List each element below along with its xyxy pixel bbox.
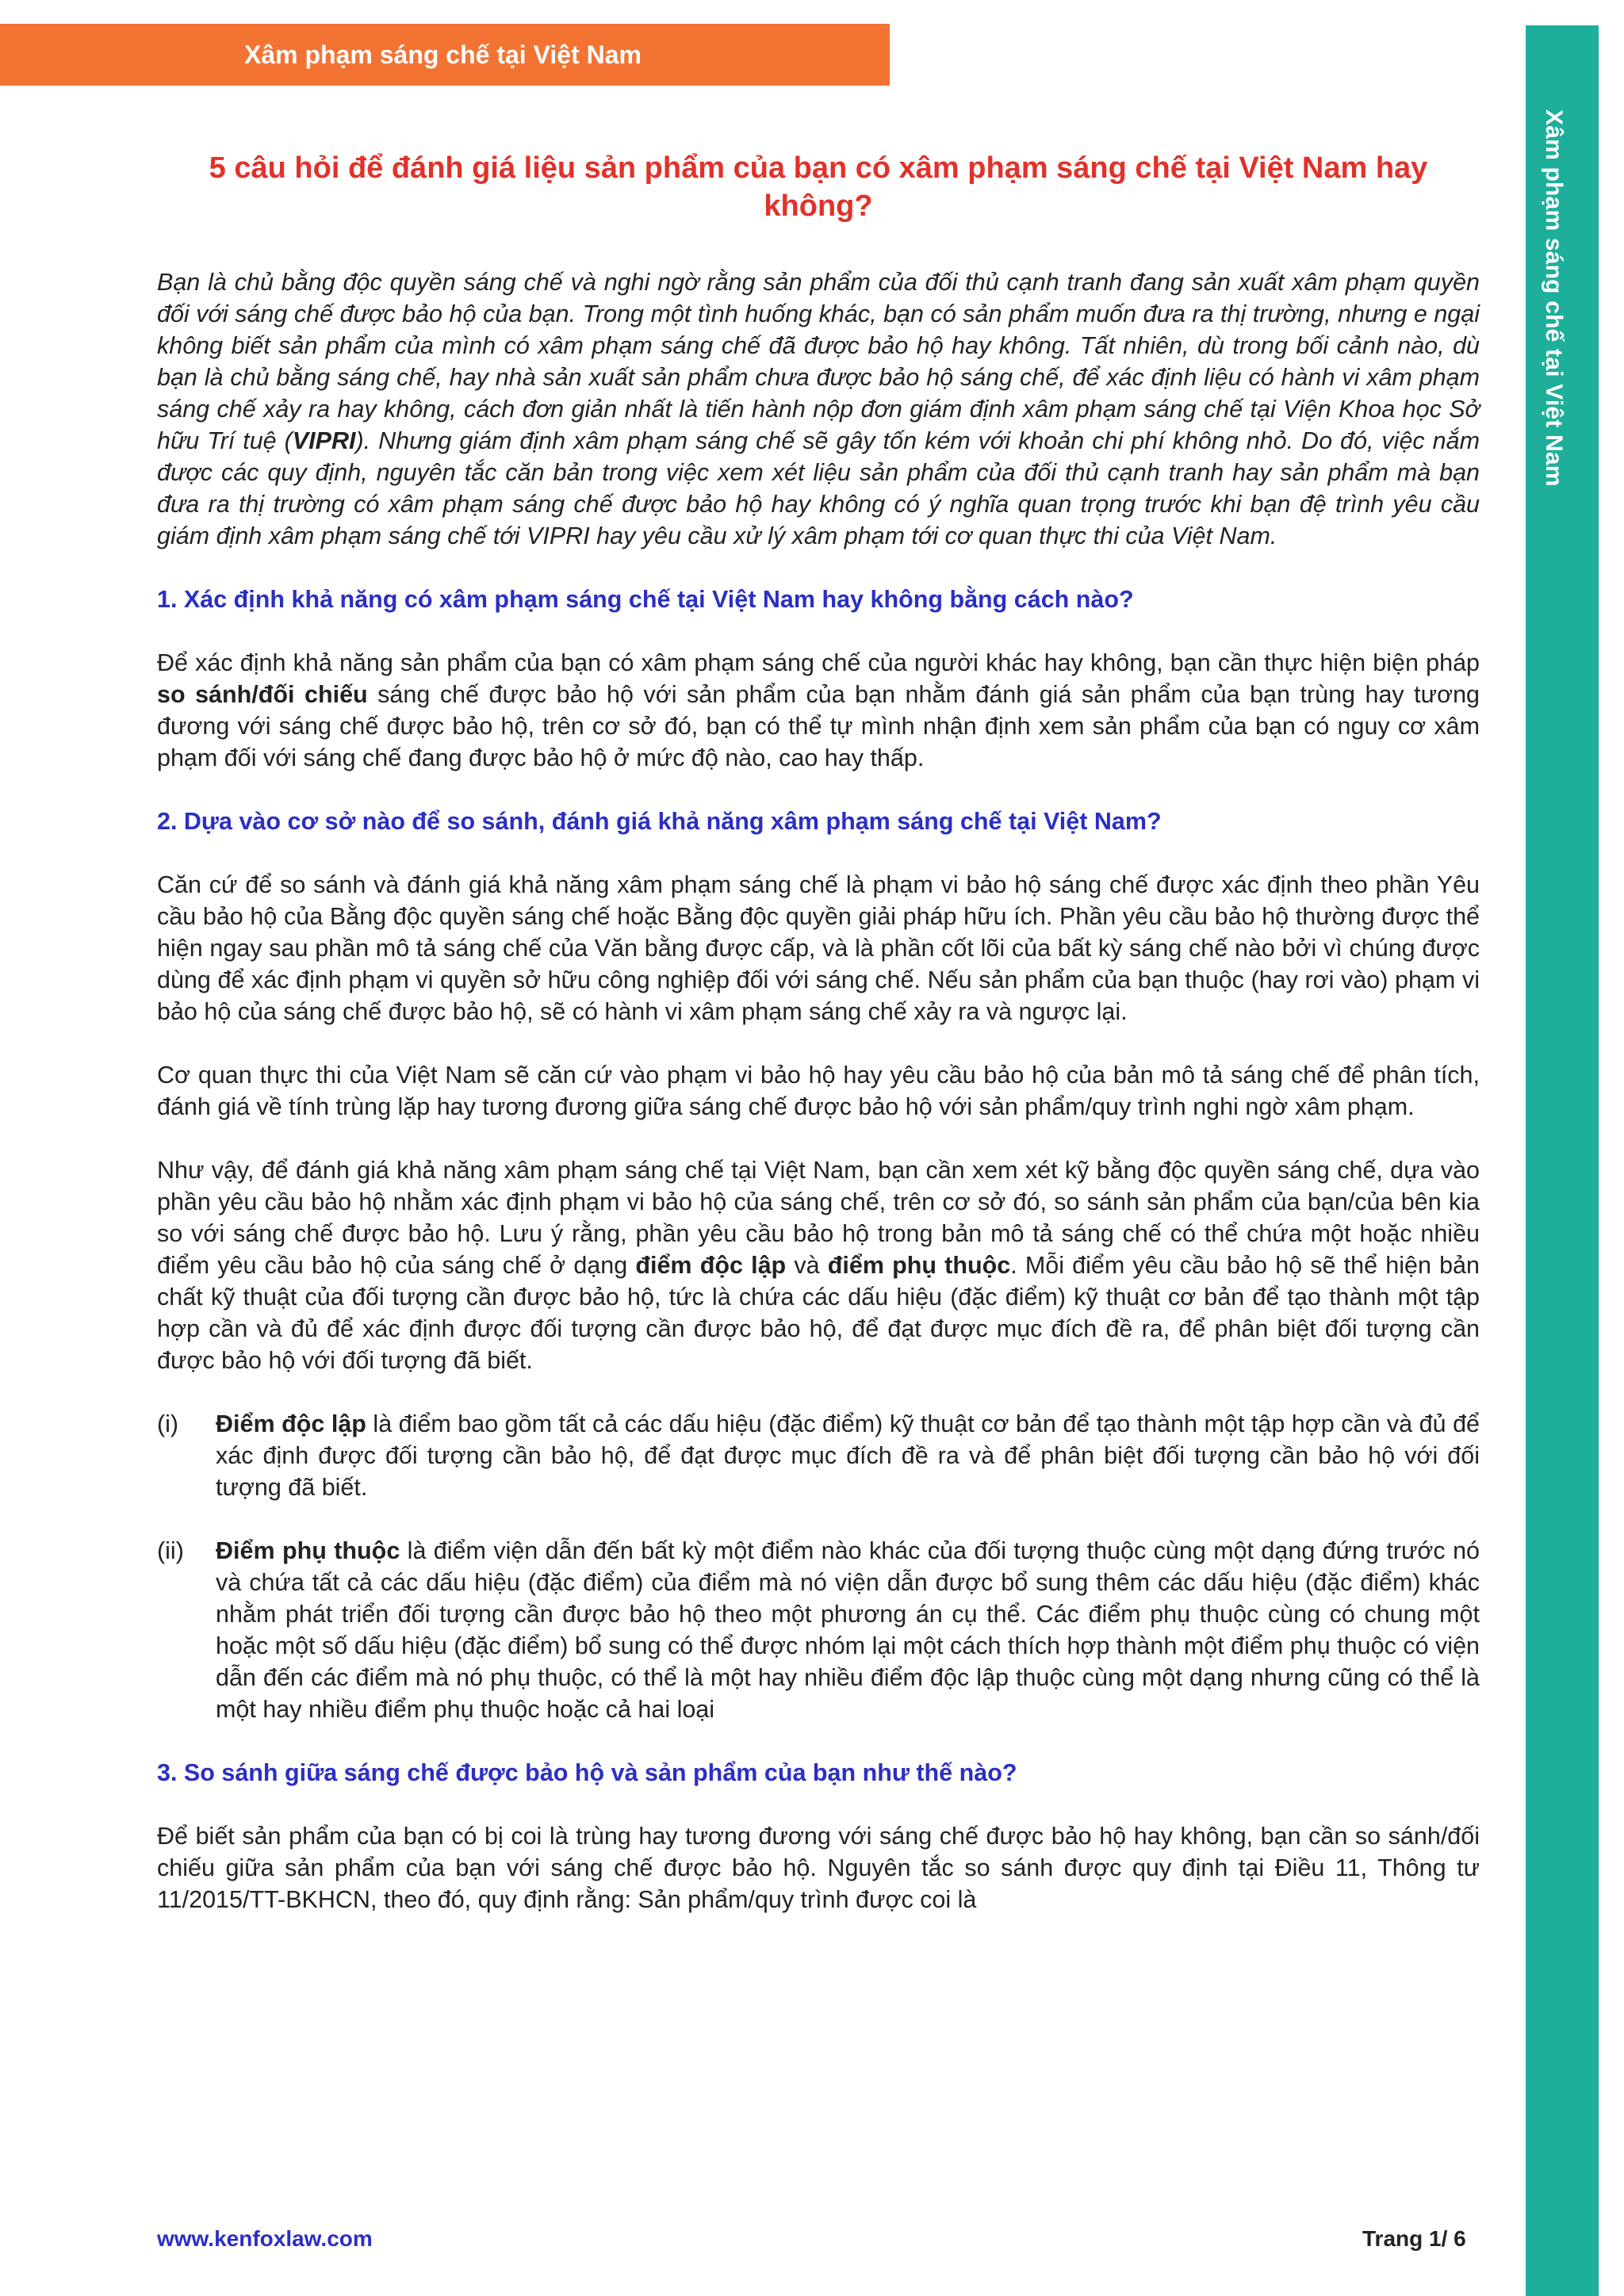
section-2-p3-mid: và [786,1252,828,1279]
section-2-p3-bold-2: điểm phụ thuộc [827,1252,1011,1279]
list-item-text: là điểm viện dẫn đến bất kỳ một điểm nào khác của đối tượng thuộc cùng một dạng đứng trước nó và chứa tất cả các dấu hiệu (đặc điểm) của điểm mà nó viện dẫn được bổ sung thêm các dấu hiệu (đặc điểm) khác nhằm phát triển đối tượng cần được bảo hộ theo một phương án cụ thể. Các điểm phụ thuộc cùng có chung một hoặc một số dấu hiệu (đặc điểm) bổ sung có thể được nhóm lại một cách thích hợp thành một điểm phụ thuộc có viện dẫn đến các điểm mà nó phụ thuộc, có thể là một hay nhiều điểm độc lập thuộc cùng một dạng nhưng cũng có thể là một hay nhiều điểm phụ thuộc hoặc cả hai loại [216,1537,1480,1723]
document-body [157,149,1480,1947]
sidebar-vertical-title: Xâm phạm sáng chế tại Việt Nam [1541,109,1567,487]
list-item [157,1408,1480,1503]
section-3-paragraph: Để biết sản phẩm của bạn có bị coi là trùng hay tương đương với sáng chế được bảo hộ hay không, bạn cần so sánh/đối chiếu giữa sản phẩm của bạn với sáng chế được bảo hộ. Nguyên tắc so sánh được quy định tại Điều 11, Thông tư 11/2015/TT-BKHCN, theo đó, quy định rằng: Sản phẩm/quy trình được coi là [157,1823,1480,1913]
header-bar [0,24,890,86]
list-marker: (ii) [157,1537,184,1564]
intro-vipri: VIPRI [292,427,356,454]
section-2-paragraph-3 [157,1154,1480,1376]
section-1-paragraph [157,647,1480,774]
section-1-text-2: sáng chế được bảo hộ với sản phẩm của bạn nhằm đánh giá sản phẩm của bạn trùng hay tương đương với sáng chế được bảo hộ, trên cơ sở đó, bạn có thể tự mình nhận định xem sản phẩm của bạn có nguy cơ xâm phạm đối với sáng chế đang được bảo hộ ở mức độ nào, cao hay thấp. [157,681,1480,771]
section-2-p3-text-1: Như vậy, để đánh giá khả năng xâm phạm sáng chế tại Việt Nam, bạn cần xem xét kỹ bằng độc quyền sáng chế, dựa vào phần yêu cầu bảo hộ nhằm xác định phạm vi bảo hộ của sáng chế, trên cơ sở đó, so sánh sản phẩm của bạn/của bên kia so với sáng chế được bảo hộ. Lưu ý rằng, phần yêu cầu bảo hộ trong bản mô tả sáng chế có thể chứa một hoặc nhiều điểm yêu cầu bảo hộ của sáng chế ở dạng [157,1157,1480,1279]
intro-text-1: Bạn là chủ bằng độc quyền sáng chế và nghi ngờ rằng sản phẩm của đối thủ cạnh tranh đang sản xuất xâm phạm quyền đối với sáng chế được bảo hộ của bạn. Trong một tình huống khác, bạn có sản phẩm muốn đưa ra thị trường, nhưng e ngại không biết sản phẩm của mình có xâm phạm sáng chế đã được bảo hộ hay không. Tất nhiên, dù trong bối cảnh nào, dù bạn là chủ bằng sáng chế, hay nhà sản xuất sản phẩm chưa được bảo hộ sáng chế, để xác định liệu có hành vi xâm phạm sáng chế xảy ra hay không, cách đơn giản nhất là tiến hành nộp đơn giám định xâm phạm sáng chế tại Viện Khoa học Sở hữu Trí tuệ ( [157,269,1480,454]
list-item-body [216,1408,1480,1503]
section-2-p3-text-2: . Mỗi điểm yêu cầu bảo hộ sẽ thể hiện bản chất kỹ thuật của đối tượng cần được bảo hộ, tức là chứa các dấu hiệu (đặc điểm) kỹ thuật cơ bản để tạo thành một tập hợp cần và đủ để xác định được đối tượng cần được bảo hộ, để đạt được mục đích đề ra, để phân biệt đối tượng cần được bảo hộ với đối tượng đã biết. [157,1252,1480,1374]
section-2-paragraph-2: Cơ quan thực thi của Việt Nam sẽ căn cứ vào phạm vi bảo hộ hay yêu cầu bảo hộ của bản mô tả sáng chế để phân tích, đánh giá về tính trùng lặp hay tương đương giữa sáng chế được bảo hộ với sản phẩm/quy trình nghi ngờ xâm phạm. [157,1062,1480,1120]
section-1-heading: 1. Xác định khả năng có xâm phạm sáng chế tại Việt Nam hay không bằng cách nào? [157,586,1134,613]
intro-paragraph [157,266,1480,552]
header-title: Xâm phạm sáng chế tại Việt Nam [244,40,642,69]
document-title: 5 câu hỏi để đánh giá liệu sản phẩm của bạn có xâm phạm sáng chế tại Việt Nam hay không? [209,151,1428,223]
intro-text-2: ). Nhưng giám định xâm phạm sáng chế sẽ gây tốn kém với khoản chi phí không nhỏ. Do đó, việc nắm được các quy định, nguyên tắc căn bản trong việc xem xét liệu sản phẩm của đối thủ cạnh tranh hay sản phẩm mà bạn đưa ra thị trường có xâm phạm sáng chế được bảo hộ hay không có ý nghĩa quan trọng trước khi bạn đệ trình yêu cầu giám định xâm phạm sáng chế tới VIPRI hay yêu cầu xử lý xâm phạm tới cơ quan thực thi của Việt Nam. [157,427,1480,549]
section-2-heading: 2. Dựa vào cơ sở nào để so sánh, đánh giá khả năng xâm phạm sáng chế tại Việt Nam? [157,808,1162,835]
footer-page-number: Trang 1/ 6 [1362,2226,1466,2251]
section-3-heading: 3. So sánh giữa sáng chế được bảo hộ và sản phẩm của bạn như thế nào? [157,1759,1017,1786]
section-2-p3-bold-1: điểm độc lập [635,1252,787,1279]
list-item-term: Điểm phụ thuộc [216,1537,400,1564]
section-1-text-1: Để xác định khả năng sản phẩm của bạn có xâm phạm sáng chế của người khác hay không, bạn cần thực hiện biện pháp [157,649,1480,676]
list-marker: (i) [157,1410,179,1437]
section-1-bold: so sánh/đối chiếu [157,681,368,708]
list-item-body [216,1535,1480,1725]
footer-website-link[interactable]: www.kenfoxlaw.com [157,2226,373,2251]
list-item-text: là điểm bao gồm tất cả các dấu hiệu (đặc điểm) kỹ thuật cơ bản để tạo thành một tập hợp cần và đủ để xác định được đối tượng cần bảo hộ, để đạt được mục đích đề ra và để phân biệt đối tượng cần bảo hộ với đối tượng đã biết. [216,1410,1480,1501]
section-2-paragraph-1: Căn cứ để so sánh và đánh giá khả năng xâm phạm sáng chế là phạm vi bảo hộ sáng chế được xác định theo phần Yêu cầu bảo hộ của Bằng độc quyền sáng chế hoặc Bằng độc quyền giải pháp hữu ích. Phần yêu cầu bảo hộ thường được thể hiện ngay sau phần mô tả sáng chế của Văn bằng được cấp, và là phần cốt lõi của bất kỳ sáng chế nào bởi vì chúng được dùng để xác định phạm vi quyền sở hữu công nghiệp đối với sáng chế. Nếu sản phẩm của bạn thuộc (hay rơi vào) phạm vi bảo hộ của sáng chế được bảo hộ, sẽ có hành vi xâm phạm sáng chế xảy ra và ngược lại. [157,871,1480,1025]
list-item-term: Điểm độc lập [216,1410,366,1437]
list-item [157,1535,1480,1725]
